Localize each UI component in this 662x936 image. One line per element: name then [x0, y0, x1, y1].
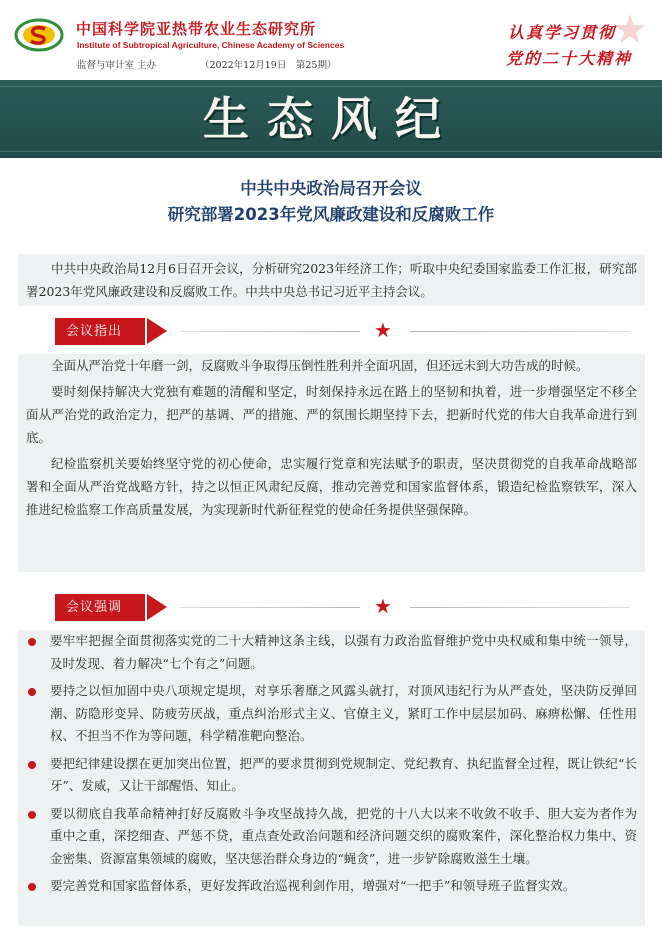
slogan-line-2: 党的二十大精神 [506, 49, 633, 68]
banner-divider-bottom [0, 151, 662, 152]
section-2-rule-right [410, 607, 630, 608]
banner-title: 生态风纪 [203, 92, 459, 146]
institute-name-en: Institute of Subtropical Agriculture, Chinese Academy of Sciences [77, 40, 345, 50]
list-item [18, 803, 645, 871]
institute-logo-icon [14, 18, 64, 52]
section-2-arrow-icon [147, 594, 167, 620]
bullet-icon [28, 638, 36, 646]
institute-name-cn: 中国科学院亚热带农业生态研究所 [76, 20, 317, 38]
section-2-star-icon: ★ [374, 594, 392, 618]
section-1-rule-right [410, 331, 630, 332]
slogan-line-1: 认真学习贯彻 [508, 23, 617, 42]
list-item-text: 要持之以恒加固中央八项规定堤坝，对享乐奢靡之风露头就打，对顶风违纪行为从严查处，坚决防反弹回潮、防隐形变异、防疲劳厌战，重点纠治形式主义、官僚主义，紧盯工作中层层加码、麻痹松懈、任性用权、不担当不作为等问题，科学精准靶向整治。 [50, 683, 637, 743]
section-2-panel [18, 630, 645, 926]
bullet-icon [28, 688, 36, 696]
banner-divider-top [0, 86, 662, 87]
section-1-arrow-icon [147, 318, 167, 344]
section-2-rule-left [180, 607, 360, 608]
title-banner [0, 80, 662, 158]
sponsor-line: 监督与审计室 主办 [77, 60, 157, 71]
issue-date: （2022年12月19日 第25期） [200, 60, 337, 71]
section-1-paragraph: 纪检监察机关要始终坚守党的初心使命，忠实履行党章和宪法赋予的职责，坚决贯彻党的自我革命战略部署和全面从严治党战略方针，持之以恒正风肃纪反腐，推动完善党和国家监督体系，锻造纪检监察铁军，深入推进纪检监察工作高质量发展，为实现新时代新征程党的使命任务提供坚强保障。 [26, 456, 637, 517]
article-headline [0, 176, 662, 228]
list-item [18, 753, 645, 798]
section-2-title: 会议强调 [55, 594, 145, 621]
list-item [18, 630, 645, 675]
section-1-panel [18, 354, 645, 572]
section-1-paragraph: 要时刻保持解决大党独有难题的清醒和坚定，时刻保持永远在路上的坚韧和执着，进一步增强坚定不移全面从严治党的政治定力，把严的基调、严的措施、严的氛围长期坚持下去，把新时代党的伟大自我革命进行到底。 [26, 384, 637, 445]
intro-panel [18, 254, 645, 306]
list-item [18, 680, 645, 748]
bullet-icon [28, 811, 36, 819]
list-item-text: 要牢牢把握全面贯彻落实党的二十大精神这条主线，以强有力政治监督维护党中央权威和集中统一领导，及时发现、着力解决“七个有之”问题。 [50, 633, 637, 671]
section-1-rule-left [180, 331, 360, 332]
decorative-star-icon: ★ [612, 7, 648, 53]
list-item [18, 875, 645, 898]
list-item-text: 要把纪律建设摆在更加突出位置，把严的要求贯彻到党规制定、党纪教育、执纪监督全过程，既让铁纪“长牙”、发威，又让干部醒悟、知止。 [50, 755, 637, 793]
section-1-paragraph: 全面从严治党十年磨一剑，反腐败斗争取得压倒性胜利并全面巩固，但还远未到大功告成的时候。 [51, 358, 589, 373]
section-1-title: 会议指出 [55, 318, 145, 345]
section-1-label [55, 318, 173, 345]
section-1-star-icon: ★ [374, 318, 392, 342]
section-2-label [55, 594, 173, 621]
bullet-icon [28, 761, 36, 769]
bullet-icon [28, 883, 36, 891]
headline-line-2: 研究部署2023年党风廉政建设和反腐败工作 [167, 205, 495, 224]
masthead [0, 0, 662, 78]
headline-line-1: 中共中央政治局召开会议 [240, 179, 422, 198]
list-item-text: 要完善党和国家监督体系，更好发挥政治巡视利剑作用，增强对“一把手”和领导班子监督实效。 [50, 878, 576, 893]
slogan [498, 7, 648, 72]
intro-paragraph: 中共中央政治局12月6日召开会议，分析研究2023年经济工作；听取中央纪委国家监委工作汇报，研究部署2023年党风廉政建设和反腐败工作。中共中央总书记习近平主持会议。 [26, 261, 637, 299]
list-item-text: 要以彻底自我革命精神打好反腐败斗争攻坚战持久战，把党的十八大以来不收敛不收手、胆大妄为者作为重中之重，深挖细查、严惩不贷，重点查处政治问题和经济问题交织的腐败案件，深化整治权力集中、资金密集、资源富集领域的腐败，坚决惩治群众身边的“蝇贪”，进一步铲除腐败滋生土壤。 [50, 805, 637, 866]
